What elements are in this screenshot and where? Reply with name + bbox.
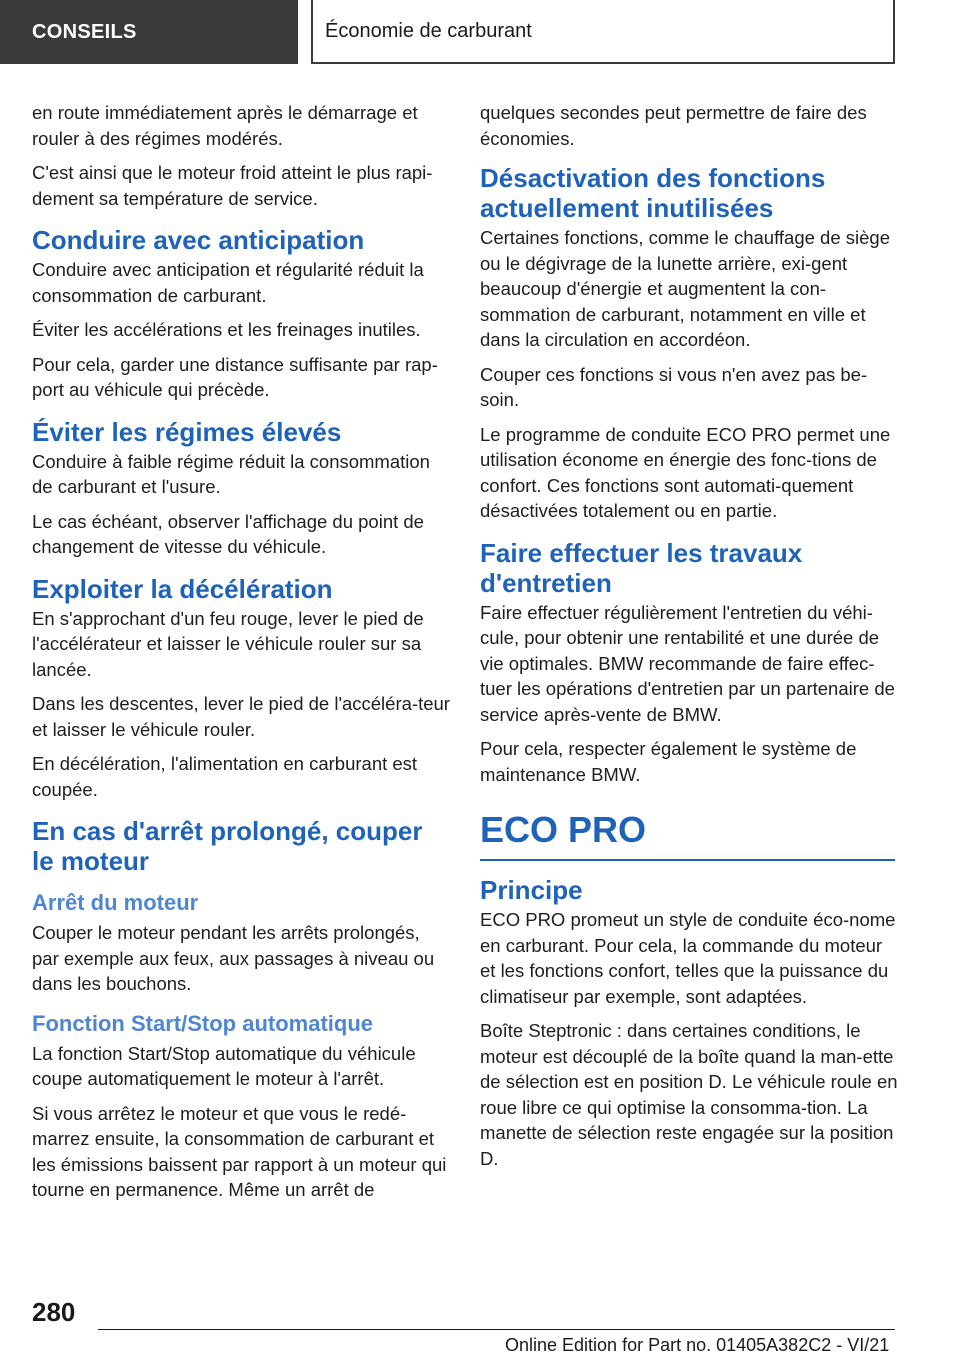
heading-arret-prolonge: En cas d'arrêt prolongé, couper le moteur (32, 816, 423, 876)
paragraph: ECO PRO promeut un style de conduite éco-nome en carburant. Pour cela, la commande du moteur et les fonctions confort, telles que la puissance du climatiseur par exemple, sont adaptées. (480, 909, 896, 1007)
subheading-arret-moteur: Arrêt du moteur (32, 890, 199, 915)
paragraph: C'est ainsi que le moteur froid atteint le plus rapi-dement sa température de service. (32, 162, 433, 209)
page-number: 280 (32, 1297, 76, 1327)
paragraph: Faire effectuer régulièrement l'entretien du véhi-cule, pour obtenir une rentabilité et une durée de vie optimales. BMW recommande de faire effec-tuer les opérations d'entretien par un partenaire de service après-vente de BMW. (480, 601, 895, 725)
paragraph: Éviter les accélérations et les freinages inutiles. (32, 319, 421, 340)
heading-desactivation: Désactivation des fonctions actuellement inutilisées (480, 163, 826, 223)
paragraph: En décélération, l'alimentation en carburant est coupée. (32, 753, 418, 800)
footer-divider (98, 1329, 895, 1330)
heading-principe: Principe (480, 875, 583, 905)
paragraph: Pour cela, garder une distance suffisante par rap-port au véhicule qui précède. (32, 353, 438, 400)
paragraph: En s'approchant d'un feu rouge, lever le pied de l'accélérateur et laisser le véhicule rouler sur sa lancée. (32, 607, 424, 680)
left-column (32, 100, 450, 1212)
chapter-heading-eco-pro: ECO PRO (480, 809, 895, 861)
subheading-start-stop: Fonction Start/Stop automatique (32, 1010, 373, 1036)
chapter-title: Économie de carburant (311, 0, 895, 64)
paragraph: Certaines fonctions, comme le chauffage de siège ou le dégivrage de la lunette arrière, exi-gent beaucoup d'énergie et augmentent la con-sommation de carburant, notamment en ville et dans la circulation en accordéon. (480, 227, 890, 350)
paragraph: Conduire avec anticipation et régularité réduit la consommation de carburant. (32, 259, 424, 306)
paragraph: Boîte Steptronic : dans certaines conditions, le moteur est découplé de la boîte quand la man-ette de sélection est en position D. Le véhicule roule en roue libre ce qui optimise la consomma-tion. La manette de sélection reste engagée sur la position D. (480, 1020, 898, 1169)
paragraph: quelques secondes peut permettre de faire des économies. (480, 102, 867, 149)
heading-travaux: Faire effectuer les travaux d'entretien (480, 537, 803, 598)
paragraph: La fonction Start/Stop automatique du véhicule coupe automatiquement le moteur à l'arrêt. (32, 1042, 416, 1089)
edition-info: Online Edition for Part no. 01405A382C2 - VI/21 (505, 1335, 890, 1355)
section-tab: CONSEILS (0, 0, 298, 64)
heading-anticipation: Conduire avec anticipation (32, 225, 365, 255)
paragraph: Couper le moteur pendant les arrêts prolongés, par exemple aux feux, aux passages à niveau ou dans les bouchons. (32, 922, 435, 994)
paragraph: Le programme de conduite ECO PRO permet une utilisation économe en énergie des fonc-tions de confort. Ces fonctions sont automati-quement désactivées totalement ou en partie. (480, 423, 891, 521)
paragraph: Conduire à faible régime réduit la consommation de carburant et l'usure. (32, 450, 430, 497)
paragraph: en route immédiatement après le démarrage et rouler à des régimes modérés. (32, 102, 418, 149)
page-header (0, 0, 960, 66)
paragraph: Dans les descentes, lever le pied de l'accéléra-teur et laisser le véhicule rouler. (32, 693, 450, 740)
right-column (480, 100, 898, 1180)
paragraph: Couper ces fonctions si vous n'en avez pas be-soin. (480, 363, 868, 410)
paragraph: Le cas échéant, observer l'affichage du point de changement de vitesse du véhicule. (32, 510, 424, 557)
paragraph: Pour cela, respecter également le système de maintenance BMW. (480, 738, 857, 785)
paragraph: Si vous arrêtez le moteur et que vous le redé-marrez ensuite, la consommation de carburant et les émissions baissent par rapport à un moteur qui tourne en permanence. Même un arrêt de (32, 1102, 447, 1200)
heading-regimes: Éviter les régimes élevés (32, 416, 342, 447)
heading-deceleration: Exploiter la décélération (32, 573, 333, 604)
